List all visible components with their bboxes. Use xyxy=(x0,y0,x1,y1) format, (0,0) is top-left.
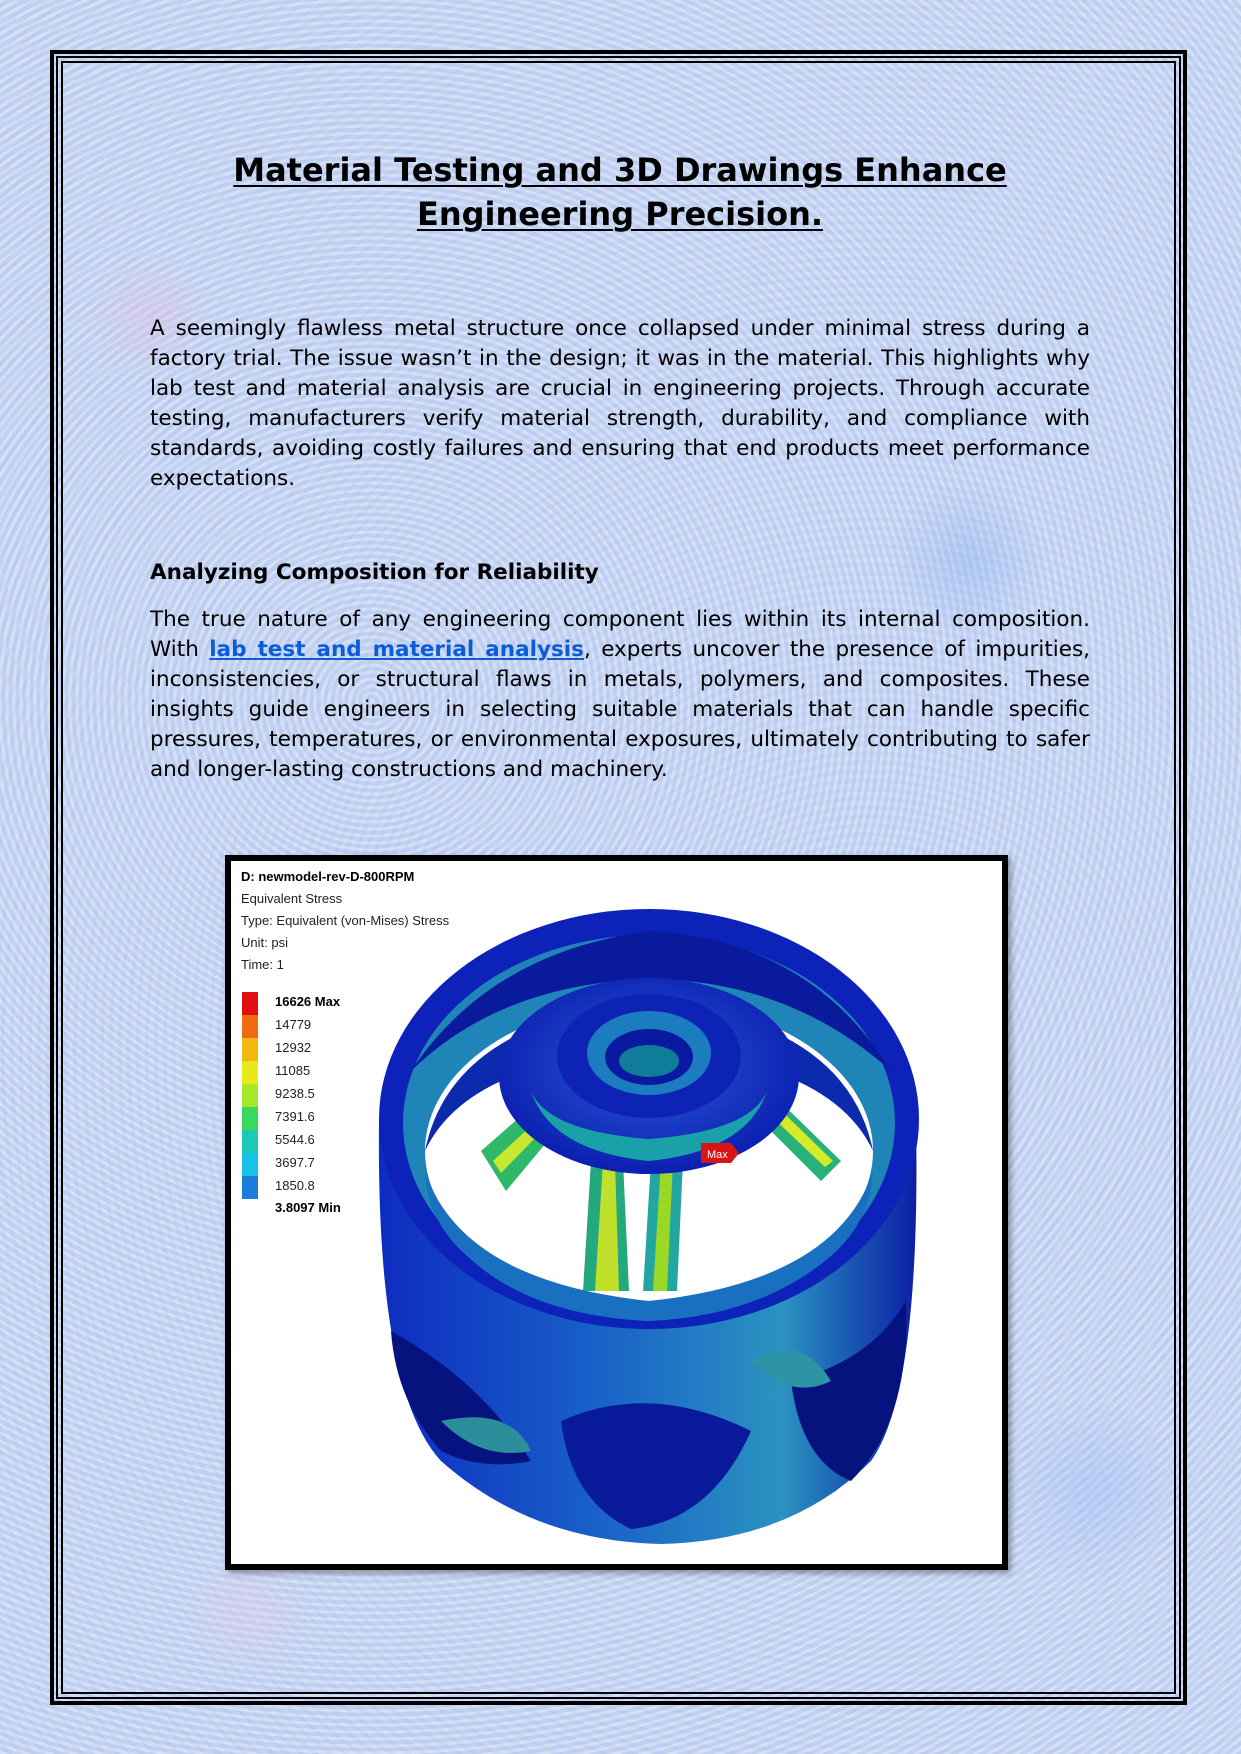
figure-model-name: D: newmodel-rev-D-800RPM xyxy=(241,869,415,884)
legend-swatch xyxy=(242,1084,258,1107)
stress-analysis-figure xyxy=(225,855,1008,1570)
legend-label: 11085 xyxy=(275,1063,311,1078)
page-title: Material Testing and 3D Drawings Enhance Engineering Precision. xyxy=(233,151,1007,233)
legend-label: 3697.7 xyxy=(275,1155,315,1170)
legend-swatch xyxy=(242,1153,258,1176)
legend-swatch xyxy=(242,1107,258,1130)
legend-label: 9238.5 xyxy=(275,1086,315,1101)
section-heading: Analyzing Composition for Reliability xyxy=(150,560,599,585)
legend-swatch xyxy=(242,1015,258,1038)
legend-label: 14779 xyxy=(275,1017,312,1032)
legend-swatch xyxy=(242,1130,258,1153)
legend-swatch xyxy=(242,1061,258,1084)
figure-result-type: Equivalent Stress xyxy=(241,891,343,906)
legend-swatch xyxy=(242,1176,258,1199)
legend-swatch xyxy=(242,1038,258,1061)
legend-label: 7391.6 xyxy=(275,1109,315,1124)
legend-label: 16626 Max xyxy=(275,994,341,1009)
section-text-after-link: , experts uncover the presence of impurities, inconsistencies, or structural flaws in metals, polymers, and composites. These insights guide engineers in selecting suitable materials that can handle specific pressures, temperatures, or environmental exposures, ultimately contributing to safer and longer-lasting constructions and machinery. xyxy=(150,637,1090,782)
section-paragraph xyxy=(150,605,1090,785)
legend-swatch xyxy=(242,992,258,1015)
max-marker-label: Max xyxy=(707,1149,728,1161)
stress-legend-scale xyxy=(242,992,258,1199)
legend-label: 5544.6 xyxy=(275,1132,315,1147)
legend-label: 3.8097 Min xyxy=(275,1200,341,1215)
section-text-before-link: The true nature of any engineering component lies within its internal composition. With xyxy=(150,607,1090,662)
figure-time: Time: 1 xyxy=(241,957,284,972)
intro-paragraph: A seemingly flawless metal structure once collapsed under minimal stress during a factory trial. The issue wasn’t in the design; it was in the material. This highlights why lab test and material analysis are crucial in engineering projects. Through accurate testing, manufacturers verify material strength, durability, and compliance with standards, avoiding costly failures and ensuring that end products meet performance expectations. xyxy=(150,316,1090,491)
legend-label: 1850.8 xyxy=(275,1178,315,1193)
wheel-stress-render xyxy=(231,861,1002,1564)
figure-unit: Unit: psi xyxy=(241,935,288,950)
figure-stress-type: Type: Equivalent (von-Mises) Stress xyxy=(241,913,450,928)
legend-label: 12932 xyxy=(275,1040,312,1055)
material-analysis-link[interactable]: lab test and material analysis xyxy=(209,637,584,662)
